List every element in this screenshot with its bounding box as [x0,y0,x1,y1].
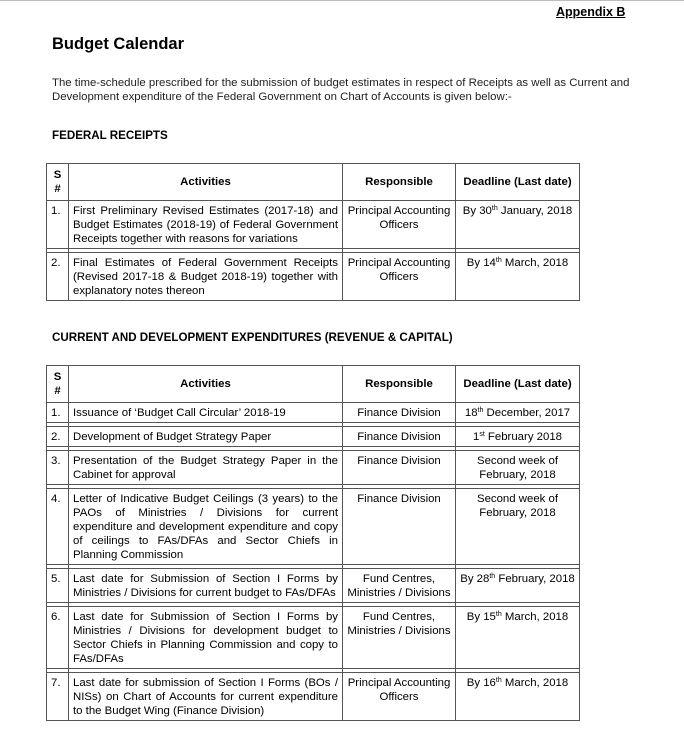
federal-receipts-table [46,163,580,301]
row-number: 1. [47,403,69,423]
row-number: 7. [47,673,69,721]
activity-cell: Final Estimates of Federal Government Receipts (Revised 2017-18 & Budget 2018-19) together with explanatory notes thereon [69,253,343,301]
ordinal-suffix: th [491,205,498,212]
row-number: 2. [47,253,69,301]
ordinal-suffix: th [489,573,496,580]
table-row [47,673,580,721]
deadline-text: January, 2018 [497,205,573,217]
deadline-text: Second week of February, 2018 [476,455,559,481]
activity-cell: Issuance of ‘Budget Call Circular’ 2018-19 [69,403,343,423]
header-deadline: Deadline (Last date) [456,366,580,403]
header-deadline: Deadline (Last date) [456,164,580,201]
activity-cell: Last date for submission of Section I Forms (BOs / NISs) on Chart of Accounts for current expenditure to the Budget Wing (Finance Division) [69,673,343,721]
responsible-cell: Fund Centres, Ministries / Divisions [343,607,456,669]
deadline-text: 18 [464,407,478,419]
table-header-row [47,366,580,403]
table-row [47,607,580,669]
deadline-text: March, 2018 [501,257,569,269]
deadline-text: By 16 [466,677,496,689]
ordinal-suffix: th [495,611,502,618]
activity-cell: First Preliminary Revised Estimates (2017-18) and Budget Estimates (2018-19) of Federal Government Receipts together with reasons for variations [69,201,343,249]
responsible-cell: Fund Centres, Ministries / Divisions [343,569,456,603]
responsible-cell: Finance Division [343,451,456,485]
row-number: 5. [47,569,69,603]
header-sn: S # [47,164,69,201]
deadline-cell [456,607,580,669]
deadline-text: March, 2018 [501,677,569,689]
appendix-label: Appendix B [556,5,626,19]
expenditures-table [46,365,580,721]
section-heading-federal-receipts: FEDERAL RECEIPTS [52,129,168,142]
activity-cell: Presentation of the Budget Strategy Paper in the Cabinet for approval [69,451,343,485]
header-responsible: Responsible [343,366,456,403]
table-row [47,451,580,485]
responsible-cell: Principal Accounting Officers [343,673,456,721]
row-number: 6. [47,607,69,669]
responsible-cell: Finance Division [343,489,456,565]
row-number: 3. [47,451,69,485]
ordinal-suffix: th [495,257,502,264]
activity-cell: Last date for Submission of Section I Forms by Ministries / Divisions for current budget to FAs/DFAs [69,569,343,603]
deadline-cell [456,673,580,721]
deadline-cell [456,253,580,301]
deadline-text: By 14 [466,257,496,269]
intro-paragraph: The time-schedule prescribed for the submission of budget estimates in respect of Receipts as well as Current and Development expenditure of the Federal Government on Chart of Accounts is given below:- [52,77,630,103]
section-heading-expenditures: CURRENT AND DEVELOPMENT EXPENDITURES (REVENUE & CAPITAL) [52,331,453,344]
table-row [47,201,580,249]
table-header-row [47,164,580,201]
deadline-text: December, 2017 [483,407,571,419]
table-row [47,569,580,603]
table-row [47,489,580,565]
deadline-text: February, 2018 [495,573,575,585]
deadline-text: By 30 [462,205,492,217]
header-responsible: Responsible [343,164,456,201]
header-sn: S # [47,366,69,403]
deadline-text: Second week of February, 2018 [476,493,559,519]
ordinal-suffix: st [479,431,485,438]
deadline-cell [456,427,580,447]
table-row [47,403,580,423]
activity-cell: Development of Budget Strategy Paper [69,427,343,447]
deadline-text: February 2018 [484,431,563,443]
activity-cell: Last date for Submission of Section I Forms by Ministries / Divisions for development budget to Sector Chiefs in Planning Commission and copy to FAs/DFAs [69,607,343,669]
activity-cell: Letter of Indicative Budget Ceilings (3 years) to the PAOs of Ministries / Divisions for current expenditure and development expenditure and copy of ceilings to FAs/DFAs and Sector Chiefs in Planning Commission [69,489,343,565]
row-number: 2. [47,427,69,447]
deadline-text: By 28 [460,573,490,585]
page-title: Budget Calendar [52,35,185,53]
deadline-cell [456,201,580,249]
table-row [47,253,580,301]
row-number: 4. [47,489,69,565]
row-number: 1. [47,201,69,249]
deadline-text: By 15 [466,611,496,623]
responsible-cell: Finance Division [343,403,456,423]
ordinal-suffix: th [495,677,502,684]
header-activities: Activities [69,164,343,201]
deadline-cell [456,403,580,423]
deadline-text: 1 [472,431,480,443]
deadline-cell [456,569,580,603]
deadline-cell [456,451,580,485]
responsible-cell: Finance Division [343,427,456,447]
header-activities: Activities [69,366,343,403]
table-row [47,427,580,447]
responsible-cell: Principal Accounting Officers [343,253,456,301]
deadline-cell [456,489,580,565]
page-top-border [0,0,684,1]
deadline-text: March, 2018 [501,611,569,623]
responsible-cell: Principal Accounting Officers [343,201,456,249]
ordinal-suffix: th [477,407,484,414]
